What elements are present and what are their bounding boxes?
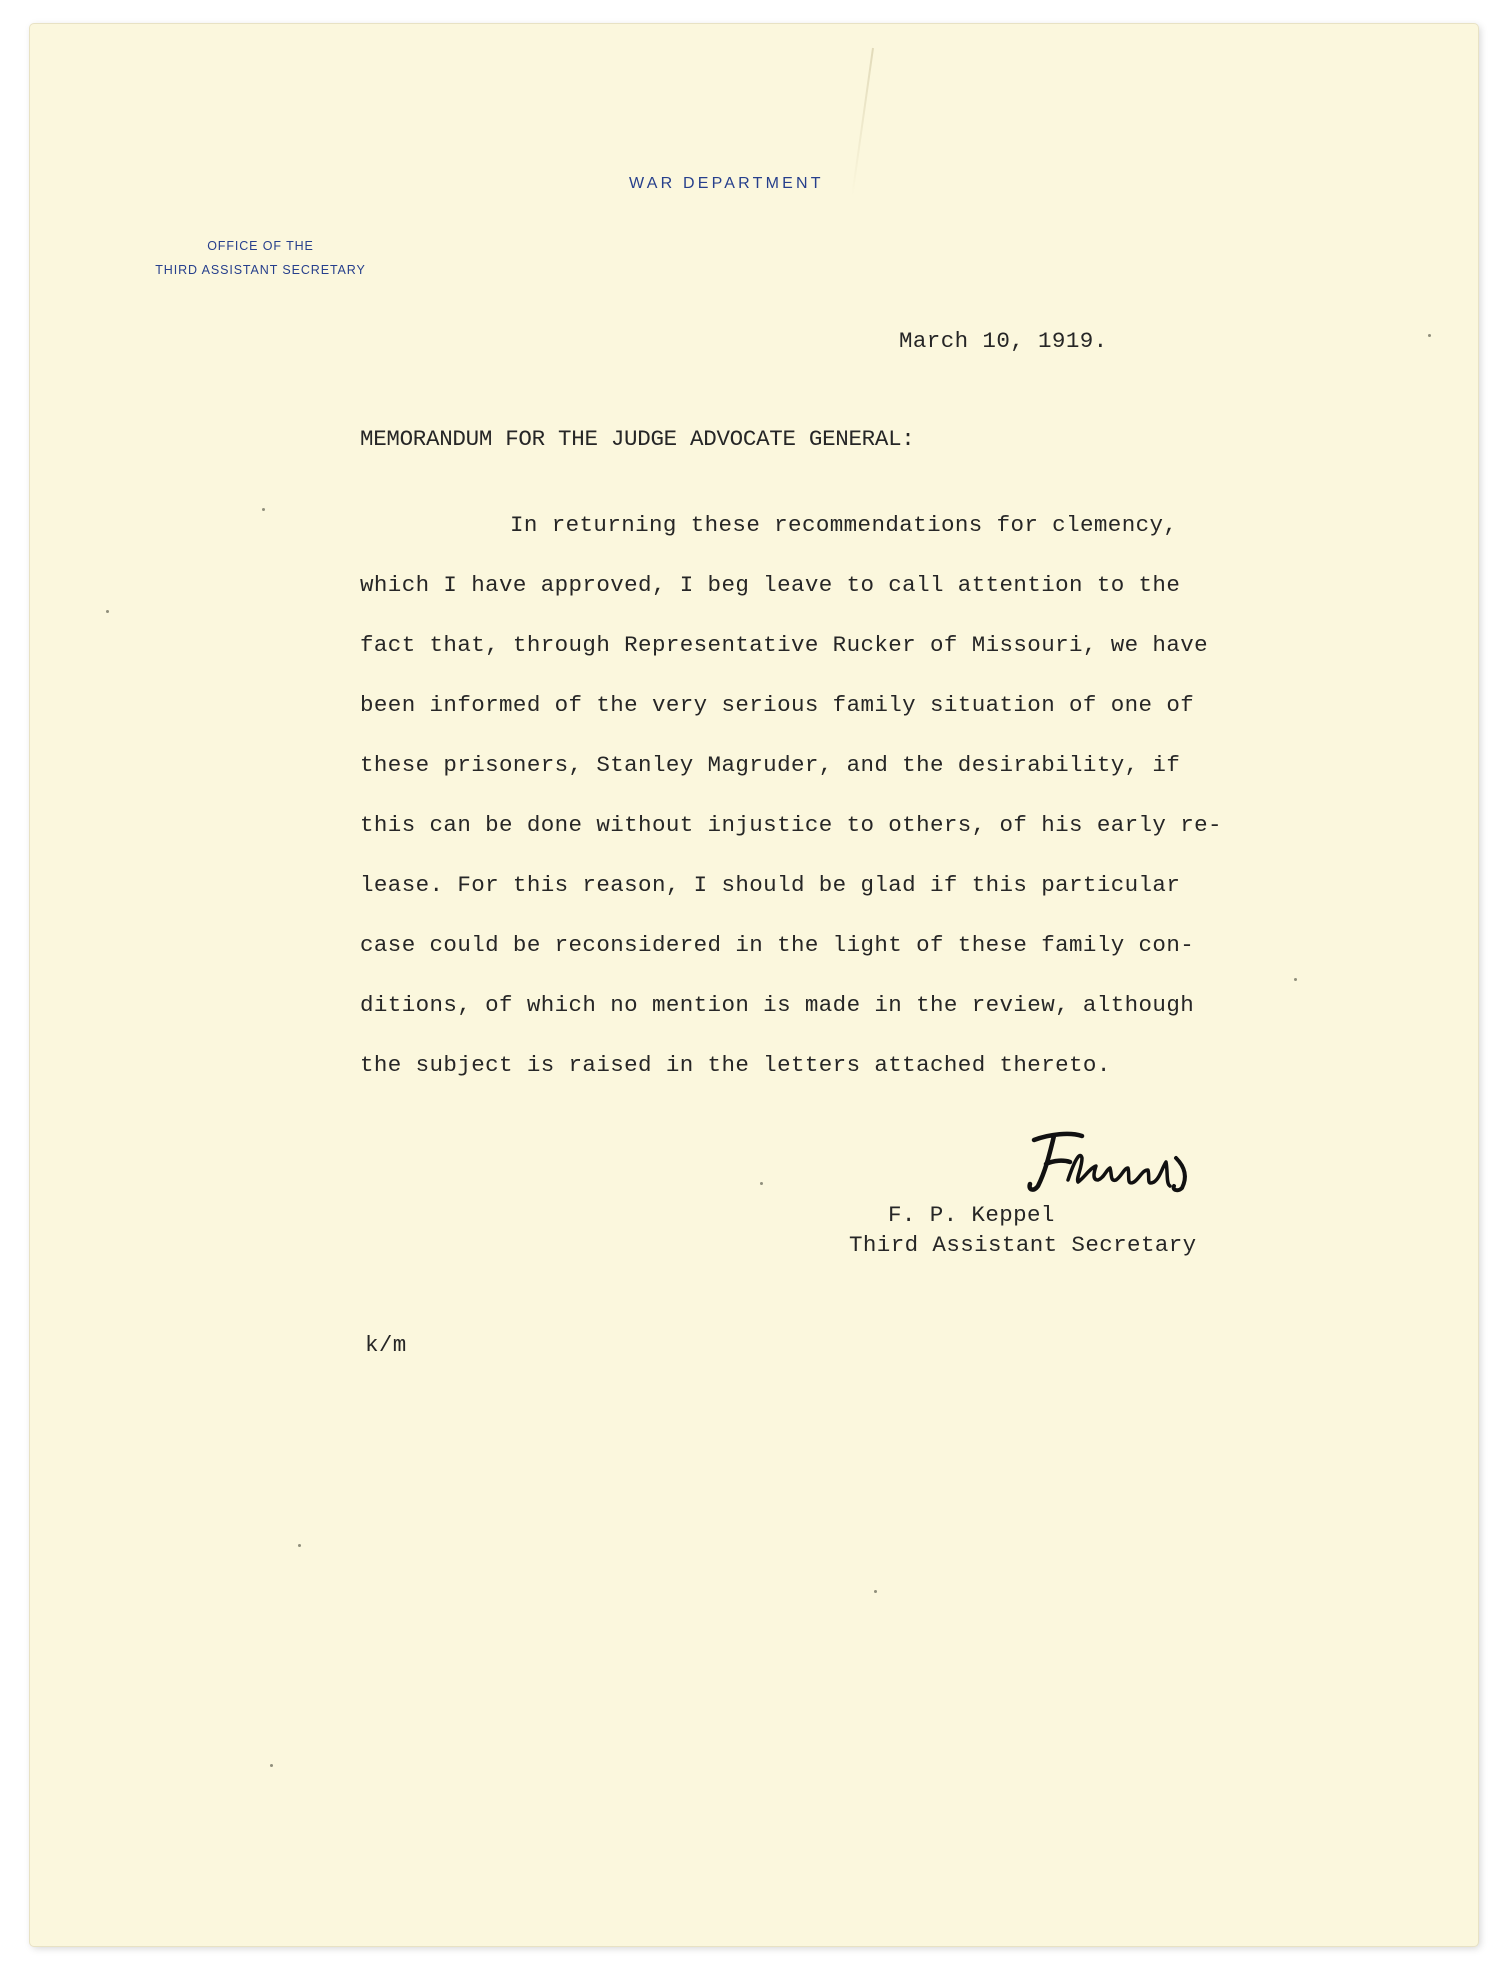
letterhead-department: WAR DEPARTMENT	[629, 175, 824, 192]
paper-speck	[760, 1182, 763, 1185]
handwritten-signature	[1020, 1128, 1210, 1198]
typist-initials: k/m	[365, 1332, 407, 1358]
letterhead-office	[138, 234, 383, 282]
office-line-1: OFFICE OF THE	[207, 239, 314, 253]
office-line-2: THIRD ASSISTANT SECRETARY	[155, 263, 366, 277]
paper-speck	[262, 508, 265, 511]
paper-crease	[851, 48, 874, 197]
body-line: which I have approved, I beg leave to call attention to the	[360, 572, 1181, 598]
body-line: the subject is raised in the letters attached thereto.	[360, 1052, 1111, 1078]
paper-speck	[298, 1544, 301, 1547]
paper-speck	[1428, 334, 1431, 337]
body-line: been informed of the very serious family situation of one of	[360, 692, 1195, 718]
body-line: this can be done without injustice to others, of his early re-	[360, 812, 1222, 838]
body-line: ditions, of which no mention is made in the review, although	[360, 992, 1195, 1018]
paper-speck	[270, 1764, 273, 1767]
memo-heading: MEMORANDUM FOR THE JUDGE ADVOCATE GENERAL:	[360, 426, 915, 452]
body-line: case could be reconsidered in the light of these family con-	[360, 932, 1195, 958]
paper-speck	[106, 610, 109, 613]
body-line: lease. For this reason, I should be glad if this particular	[360, 872, 1181, 898]
signer-title: Third Assistant Secretary	[849, 1232, 1197, 1258]
body-line: these prisoners, Stanley Magruder, and the desirability, if	[360, 752, 1181, 778]
body-line: In returning these recommendations for clemency,	[510, 512, 1178, 538]
signer-name: F. P. Keppel	[888, 1202, 1055, 1228]
body-line: fact that, through Representative Rucker of Missouri, we have	[360, 632, 1209, 658]
paper-speck	[874, 1590, 877, 1593]
document-page	[30, 24, 1478, 1946]
memo-date: March 10, 1919.	[899, 328, 1108, 354]
paper-speck	[1294, 978, 1297, 981]
